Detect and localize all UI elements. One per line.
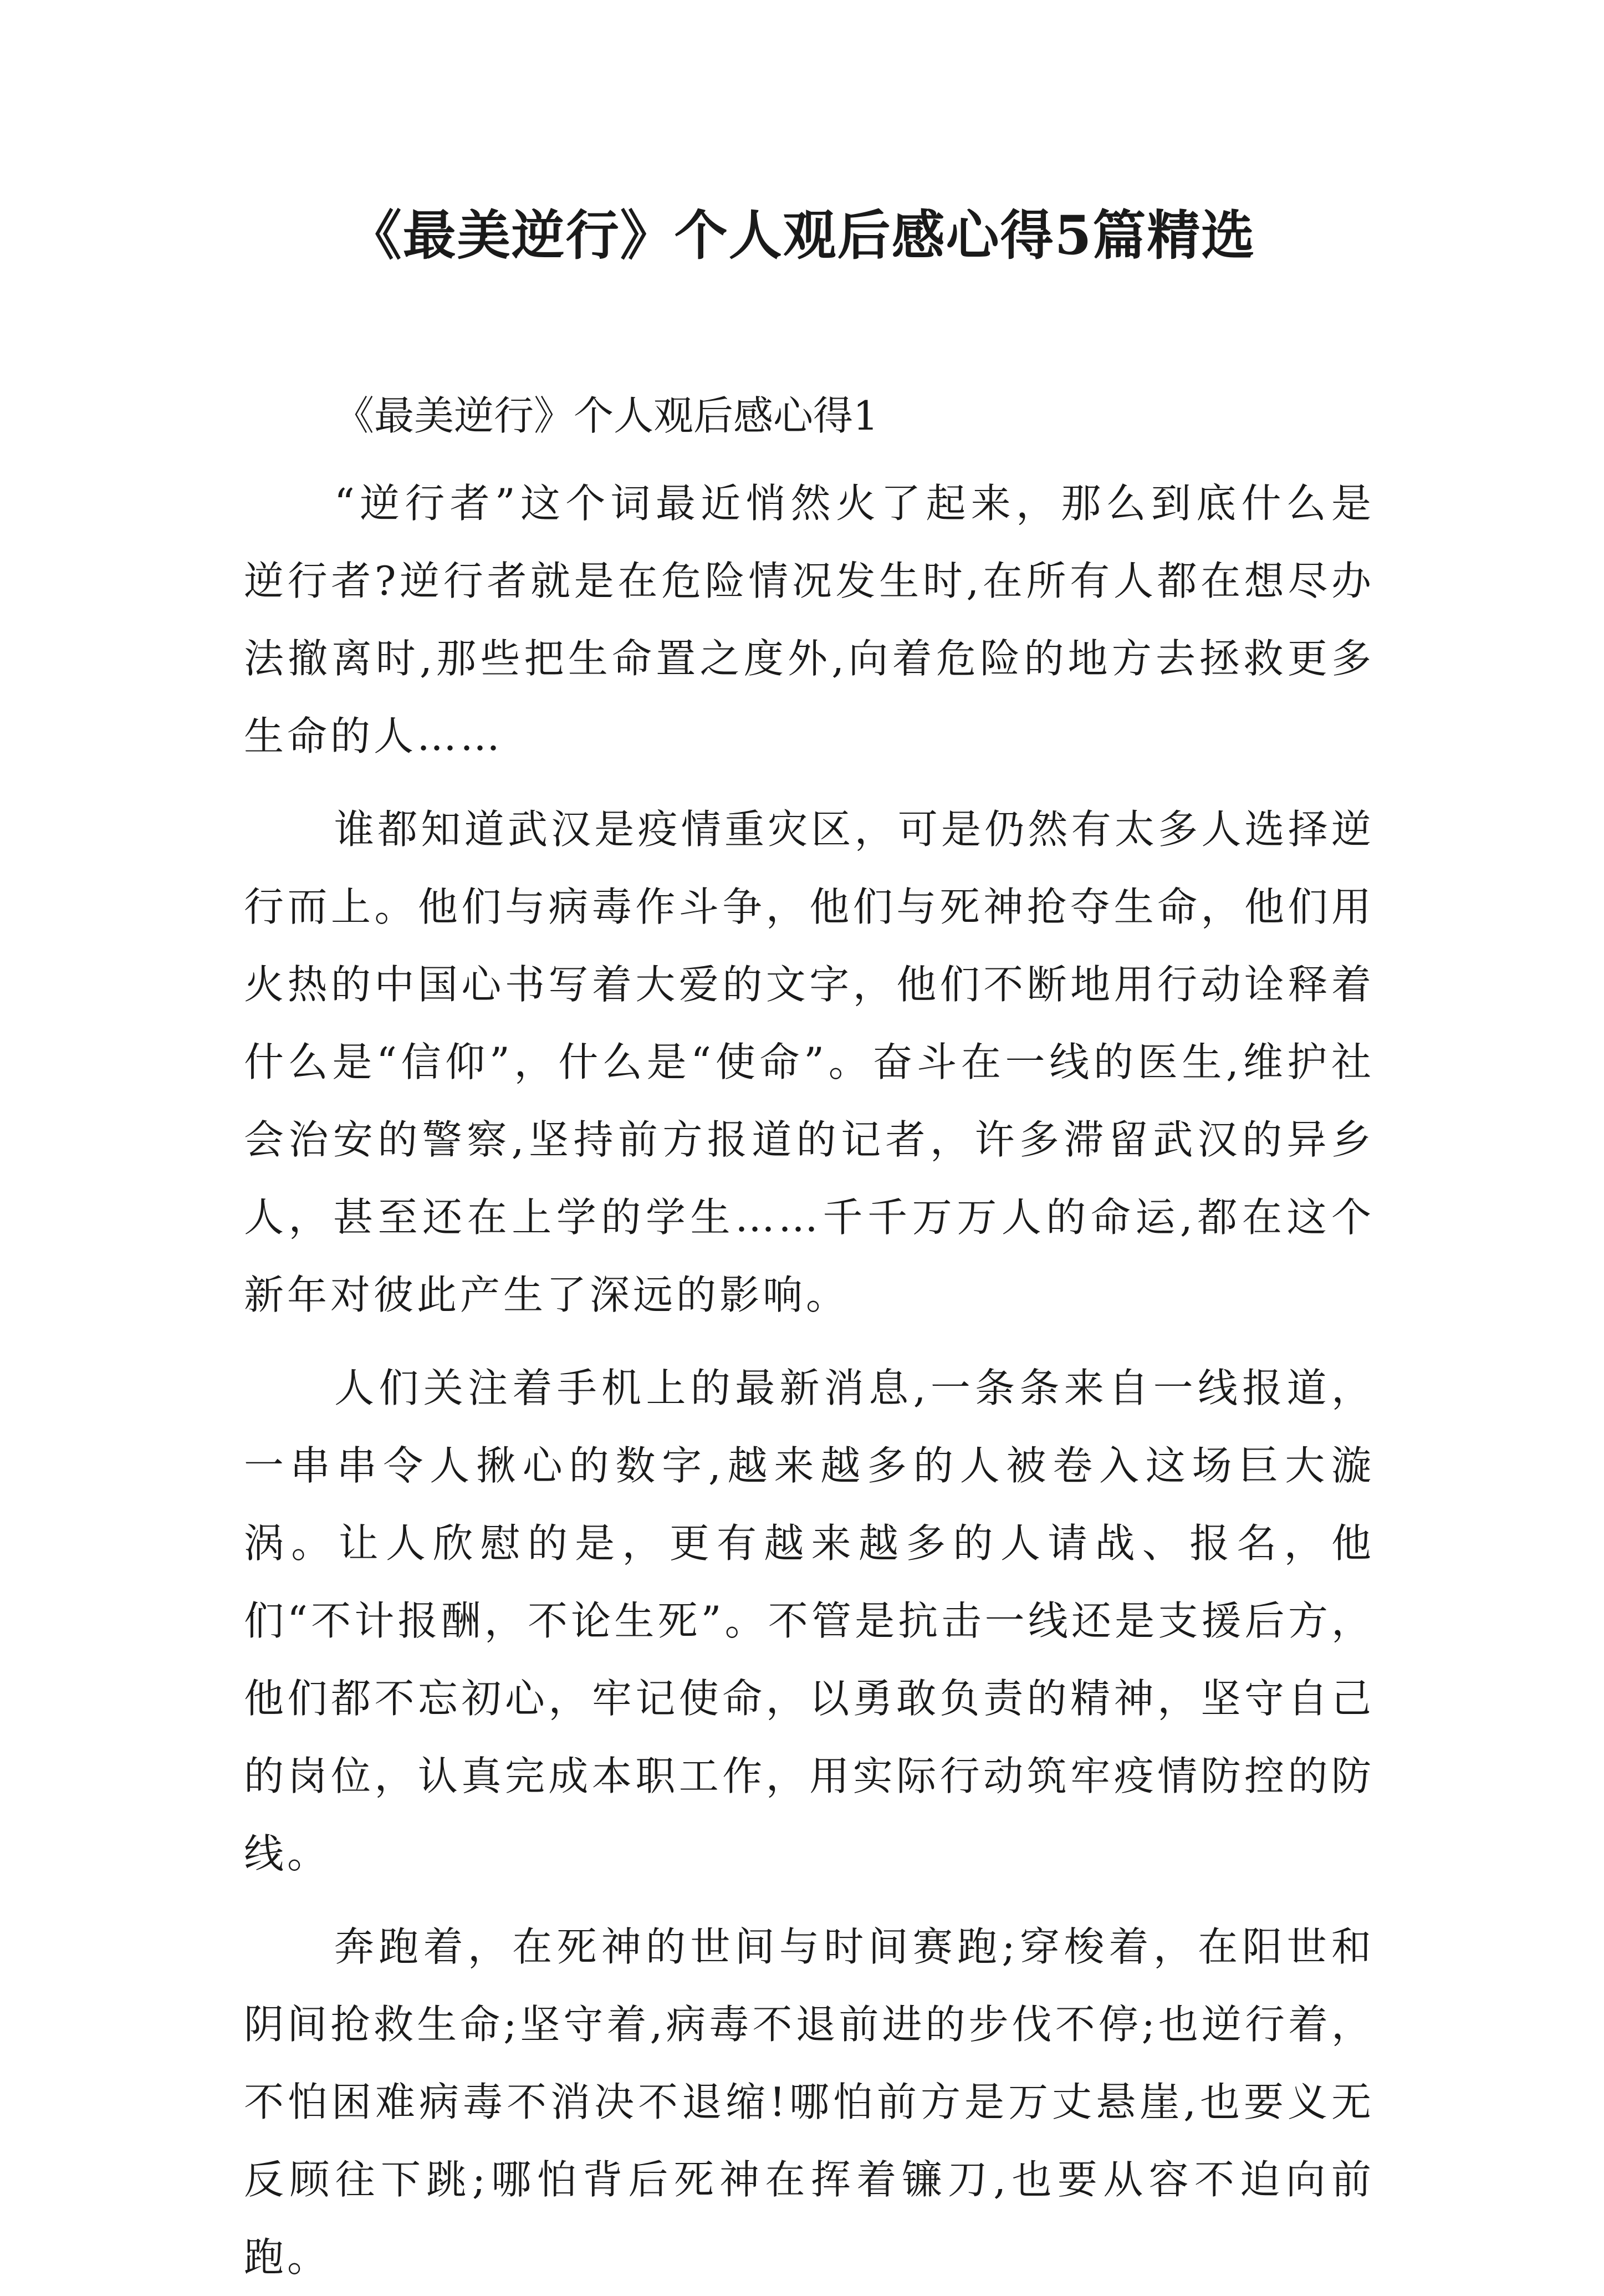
section-heading: 《最美逆行》个人观后感心得1 — [334, 392, 878, 439]
paragraph-2: 谁都知道武汉是疫情重灾区，可是仍然有太多人选择逆行而上。他们与病毒作斗争，他们与死神抢夺生命，他们用火热的中国心书写着大爱的文字，他们不断地用行动诠释着什么是“信仰”，什么是“使命”。奋斗在一线的医生,维护社会治安的警察,坚持前方报道的记者，许多滞留武汉的异乡人，甚至还在上学的学生……千千万万人的命运,都在这个新年对彼此产生了深远的影响。 — [244, 806, 1375, 1318]
document-body — [244, 377, 1375, 2296]
document-title: 《最美逆行》个人观后感心得5篇精选 — [348, 204, 1256, 267]
paragraph-4: 奔跑着，在死神的世间与时间赛跑;穿梭着，在阳世和阴间抢救生命;坚守着,病毒不退前进的步伐不停;也逆行着，不怕困难病毒不消决不退缩!哪怕前方是万丈悬崖,也要义无反顾往下跳;哪怕背后死神在挥着镰刀,也要从容不迫向前跑。 — [244, 1923, 1375, 2280]
paragraph-3: 人们关注着手机上的最新消息,一条条来自一线报道，一串串令人揪心的数字,越来越多的人被卷入这场巨大漩涡。让人欣慰的是，更有越来越多的人请战、报名，他们“不计报酬，不论生死”。不管是抗击一线还是支援后方，他们都不忘初心，牢记使命，以勇敢负责的精神，坚守自己的岗位，认真完成本职工作，用实际行动筑牢疫情防控的防线。 — [244, 1365, 1375, 1877]
paragraph-1: “逆行者”这个词最近悄然火了起来，那么到底什么是逆行者?逆行者就是在危险情况发生时,在所有人都在想尽办法撤离时,那些把生命置之度外,向着危险的地方去拯救更多生命的人…… — [244, 480, 1375, 759]
